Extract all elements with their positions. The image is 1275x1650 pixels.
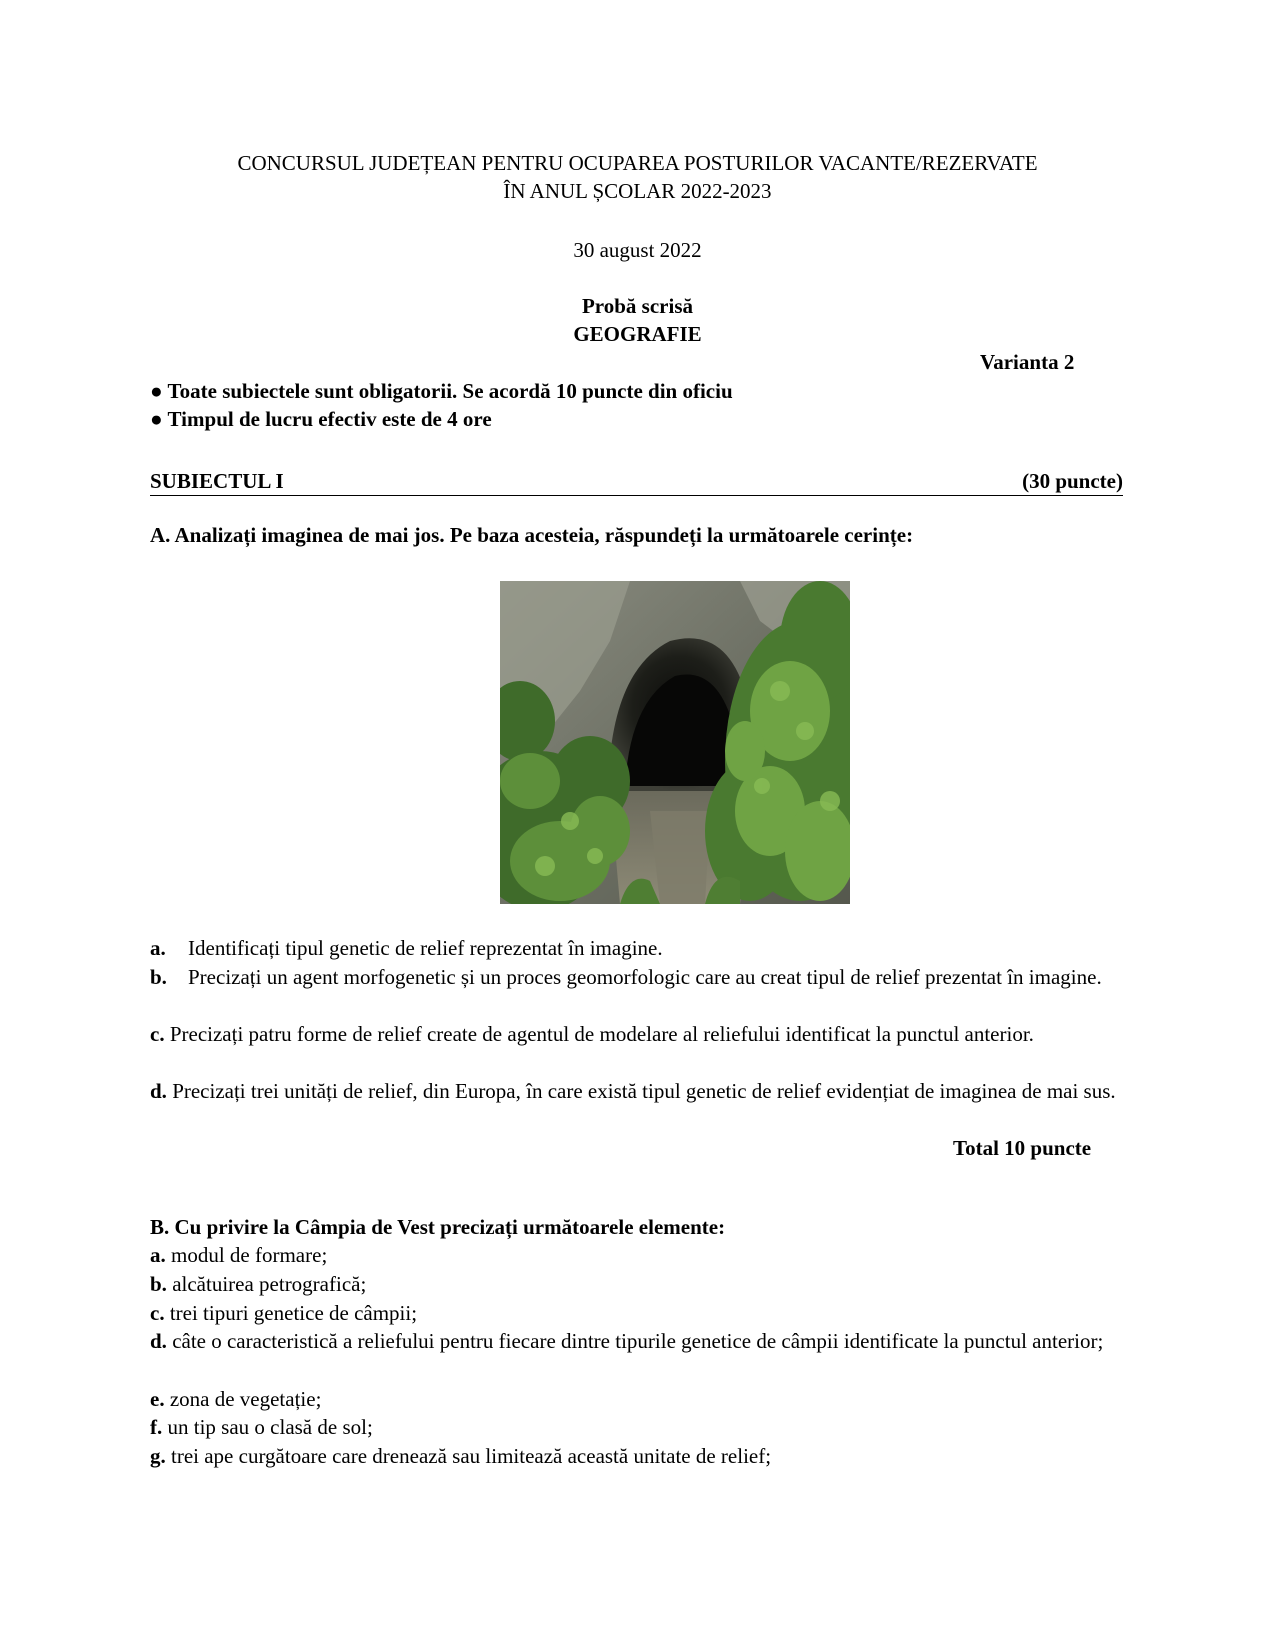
variant-label: Varianta 2 [980,350,1075,374]
header-title-line1: CONCURSUL JUDEȚEAN PENTRU OCUPAREA POSTURILOR VACANTE/REZERVATE [237,151,1038,175]
part-b-item-d: d. câte o caracteristică a reliefului pentru fiecare dintre tipurile genetice de câmpii identificate la punctul anterior; [150,1329,1104,1353]
part-b-prompt: B. Cu privire la Câmpia de Vest precizați următoarele elemente: [150,1215,726,1239]
part-a-item-b: b. Precizați un agent morfogenetic și un proces geomorfologic care au creat tipul de relief prezentat în imagine. [150,965,1102,989]
part-b-item-f: f. un tip sau o clasă de sol; [150,1415,373,1439]
part-b-item-a: a. modul de formare; [150,1243,328,1267]
part-b-item-b: b. alcătuirea petrografică; [150,1272,367,1296]
part-a-item-d: d. Precizați trei unități de relief, din Europa, în care există tipul genetic de relief evidențiat de imaginea de mai sus. [150,1079,1116,1103]
part-a-prompt: A. Analizați imaginea de mai jos. Pe baza acesteia, răspundeți la următoarele cerințe: [150,523,914,547]
section-points: (30 puncte) [1022,469,1123,493]
section-heading [150,469,1123,496]
instruction-2: ● Timpul de lucru efectiv este de 4 ore [150,407,492,431]
part-b-item-g: g. trei ape curgătoare care drenează sau limitează această unitate de relief; [150,1444,772,1468]
header-title-line2: ÎN ANUL ȘCOLAR 2022-2023 [503,179,772,203]
part-b-item-e: e. zona de vegetație; [150,1387,322,1411]
section-title: SUBIECTUL I [150,469,284,493]
instruction-1: ● Toate subiectele sunt obligatorii. Se acordă 10 puncte din oficiu [150,379,733,403]
part-a-item-a: a. Identificați tipul genetic de relief reprezentat în imagine. [150,936,663,960]
exam-subject: GEOGRAFIE [573,322,702,346]
cave-photo [500,581,850,904]
part-b-item-c: c. trei tipuri genetice de câmpii; [150,1301,418,1325]
part-a-total: Total 10 puncte [953,1136,1092,1160]
part-a-item-c: c. Precizați patru forme de relief create de agentul de modelare al reliefului identificat la punctul anterior. [150,1022,1034,1046]
exam-date: 30 august 2022 [573,238,702,262]
exam-type: Probă scrisă [581,294,694,318]
